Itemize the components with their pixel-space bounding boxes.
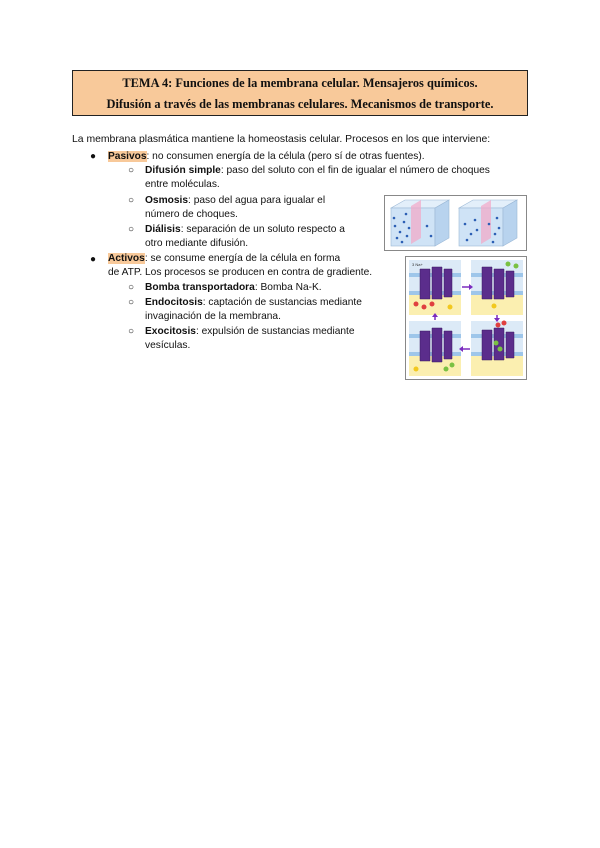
bomba-text: : Bomba Na-K. — [254, 282, 322, 293]
dialisis-item — [145, 223, 373, 251]
osmosis-label: Osmosis — [145, 195, 189, 206]
page-title — [72, 70, 528, 116]
exocitosis-item — [145, 325, 397, 353]
activos-text-1: : se consume energía de la célula en forma — [144, 253, 341, 264]
sodium-potassium-pump-figure — [405, 256, 527, 380]
osmosis-figure — [384, 195, 527, 251]
osmosis-text-2: número de choques. — [145, 209, 238, 220]
bullet-dialisis: ○ — [128, 224, 135, 235]
pump-caption: 3 Na+ — [412, 262, 423, 267]
exocitosis-text-2: vesículas. — [145, 340, 191, 351]
bullet-endocitosis: ○ — [128, 297, 135, 308]
pasivos-line — [108, 150, 425, 164]
title-line-2: Difusión a través de las membranas celulares. Mecanismos de transporte. — [106, 97, 494, 111]
osmosis-text-1: : paso del agua para igualar el — [188, 195, 326, 206]
osmosis-item — [145, 194, 373, 222]
bomba-label: Bomba transportadora — [145, 282, 255, 293]
bomba-item — [145, 281, 322, 295]
activos-line — [108, 252, 372, 266]
bullet-activos: ● — [90, 254, 97, 265]
difusion-text-1: : paso del soluto con el fin de igualar el número de choques — [220, 165, 490, 176]
difusion-text-2: entre moléculas. — [145, 179, 220, 190]
endocitosis-text-1: : captación de sustancias mediante — [202, 297, 362, 308]
bullet-osmosis: ○ — [128, 195, 135, 206]
activos-label: Activos — [108, 253, 145, 264]
difusion-label: Difusión simple — [145, 165, 221, 176]
dialisis-text-1: : separación de un soluto respecto a — [180, 224, 345, 235]
bullet-difusion: ○ — [128, 165, 135, 176]
bullet-pasivos: ● — [90, 151, 97, 162]
difusion-item — [145, 164, 527, 192]
sodium-potassium-pump-icon — [406, 257, 526, 379]
dialisis-text-2: otro mediante difusión. — [145, 238, 249, 249]
intro-text: La membrana plasmática mantiene la homeostasis celular. Procesos en los que interviene: — [72, 134, 491, 145]
activos-text-2: de ATP. Los procesos se producen en contra de gradiente. — [108, 267, 373, 278]
endocitosis-item — [145, 296, 397, 324]
exocitosis-text-1: : expulsión de sustancias mediante — [195, 326, 355, 337]
dialisis-label: Diálisis — [145, 224, 181, 235]
bullet-bomba: ○ — [128, 282, 135, 293]
endocitosis-label: Endocitosis — [145, 297, 203, 308]
bullet-exocitosis: ○ — [128, 326, 135, 337]
title-line-1: TEMA 4: Funciones de la membrana celular. Mensajeros químicos. — [122, 76, 478, 90]
beakers-diffusion-icon — [385, 196, 526, 250]
pasivos-label: Pasivos — [108, 151, 147, 162]
endocitosis-text-2: invaginación de la membrana. — [145, 311, 281, 322]
pasivos-text: : no consumen energía de la célula (pero sí de otras fuentes). — [146, 151, 425, 162]
exocitosis-label: Exocitosis — [145, 326, 196, 337]
